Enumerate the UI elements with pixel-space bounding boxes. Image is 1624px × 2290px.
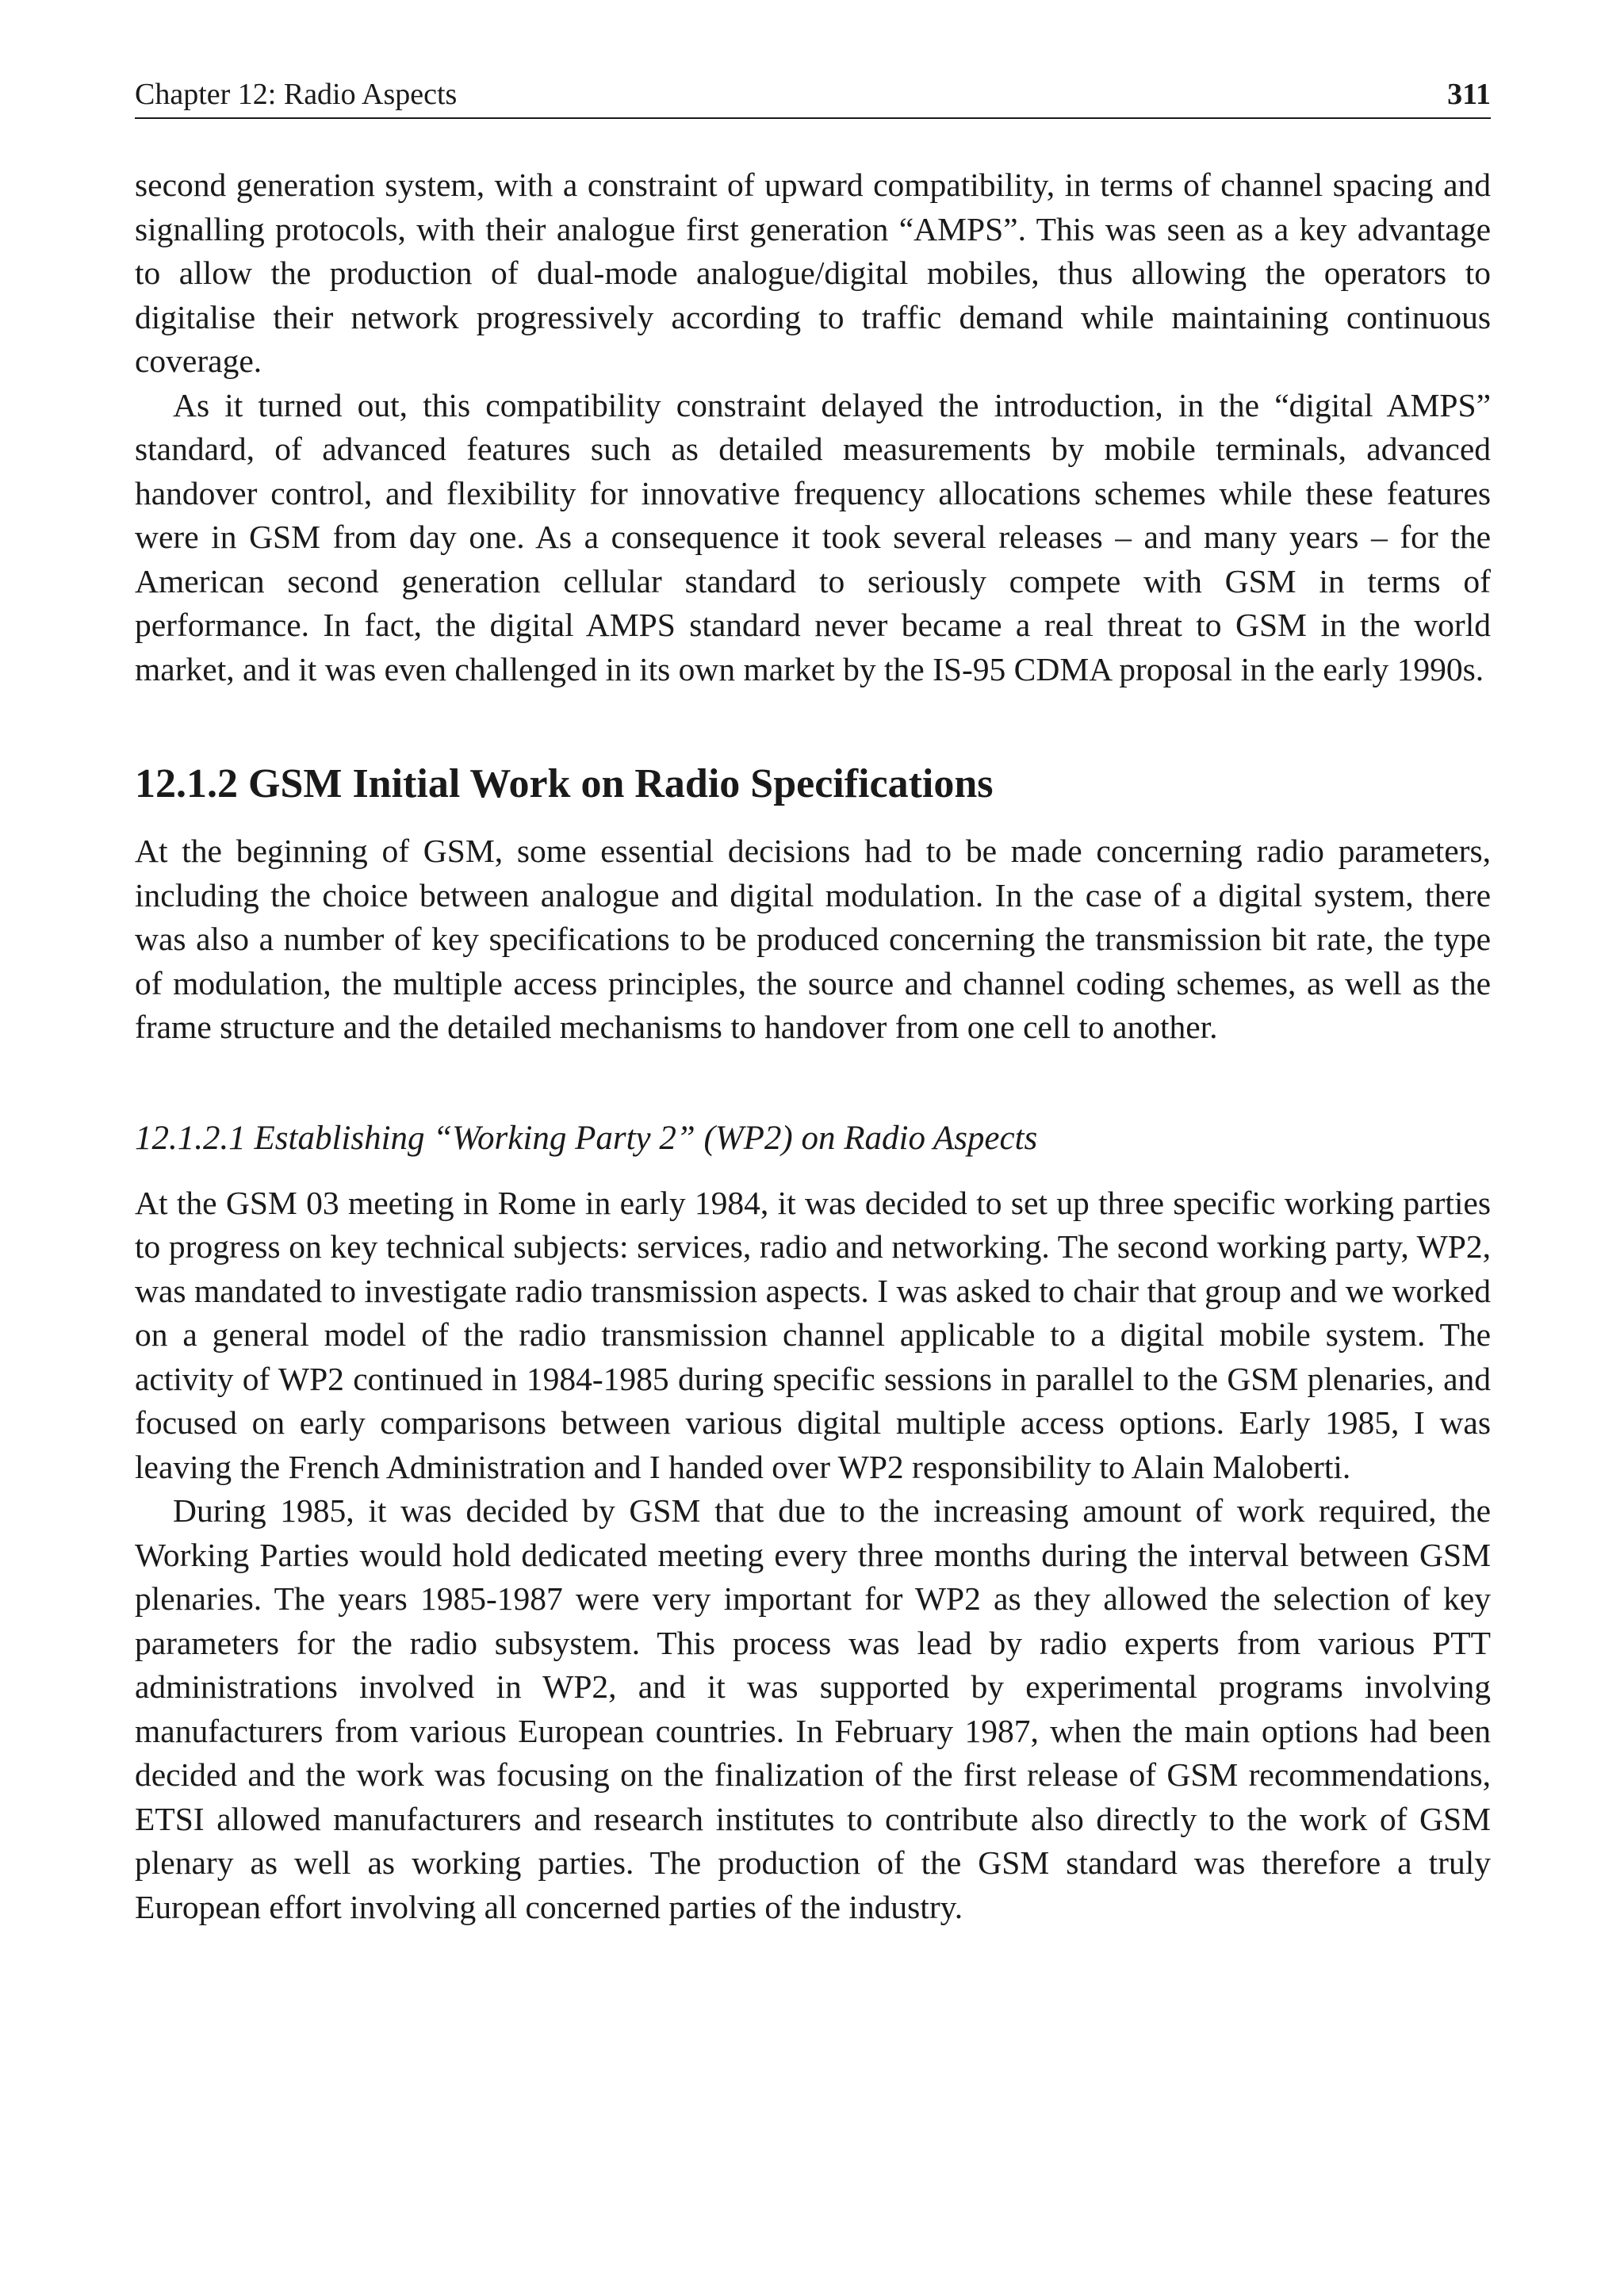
body-paragraph: At the GSM 03 meeting in Rome in early 1984, it was decided to set up three specific working parties to progress on key technical subjects: services, radio and networking. The second working party, WP2, was mandated to investigate radio transmission aspects. I was asked to chair that group and we worked on a general model of the radio transmission channel applicable to a digital mobile system. The activity of WP2 continued in 1984-1985 during specific sessions in parallel to the GSM plenaries, and focused on early comparisons between various digital multiple access options. Early 1985, I was leaving the French Administration and I handed over WP2 responsibility to Alain Maloberti. (135, 1184, 1491, 1485)
body-paragraph: During 1985, it was decided by GSM that due to the increasing amount of work required, the Working Parties would hold dedicated meeting every three months during the interval between GSM plenaries. The years 1985-1987 were very important for WP2 as they allowed the selection of key parameters for the radio subsystem. This process was lead by radio experts from various PTT administrations involved in WP2, and it was supported by experimental programs involving manufacturers from various European countries. In February 1987, when the main options had been decided and the work was focusing on the finalization of the first release of GSM recommendations, ETSI allowed manufacturers and research institutes to contribute also directly to the work of GSM plenary as well as working parties. The production of the GSM standard was therefore a truly European effort involving all concerned parties of the industry. (135, 1492, 1491, 1925)
body-paragraph: As it turned out, this compatibility constraint delayed the introduction, in the “digital AMPS” standard, of advanced features such as detailed measurements by mobile terminals, advanced handover control, and flexibility for innovative frequency allocations schemes while these features were in GSM from day one. As a consequence it took several releases – and many years – for the American second generation cellular standard to seriously compete with GSM in terms of performance. In fact, the digital AMPS standard never became a real threat to GSM in the world market, and it was even challenged in its own market by the IS-95 CDMA proposal in the early 1990s. (135, 386, 1491, 687)
page-number: 311 (1447, 78, 1491, 111)
running-header (135, 76, 1491, 119)
chapter-title: Chapter 12: Radio Aspects (135, 78, 458, 111)
book-page (135, 76, 1491, 1929)
body-paragraph: second generation system, with a constraint of upward compatibility, in terms of channel spacing and signalling protocols, with their analogue first generation “AMPS”. This was seen as a key advantage to allow the production of dual-mode analogue/digital mobiles, thus allowing the operators to digitalise their network progressively according to traffic demand while maintaining continuous coverage. (135, 167, 1491, 379)
section-heading: 12.1.2 GSM Initial Work on Radio Specifications (135, 761, 994, 806)
body-paragraph: At the beginning of GSM, some essential decisions had to be made concerning radio parameters, including the choice between analogue and digital modulation. In the case of a digital system, there was also a number of key specifications to be produced concerning the transmission bit rate, the type of modulation, the multiple access principles, the source and channel coding schemes, as well as the frame structure and the detailed mechanisms to handover from one cell to another. (135, 833, 1491, 1045)
page-body (135, 163, 1491, 1929)
subsection-heading: 12.1.2.1 Establishing “Working Party 2” (WP2) on Radio Aspects (135, 1119, 1038, 1157)
